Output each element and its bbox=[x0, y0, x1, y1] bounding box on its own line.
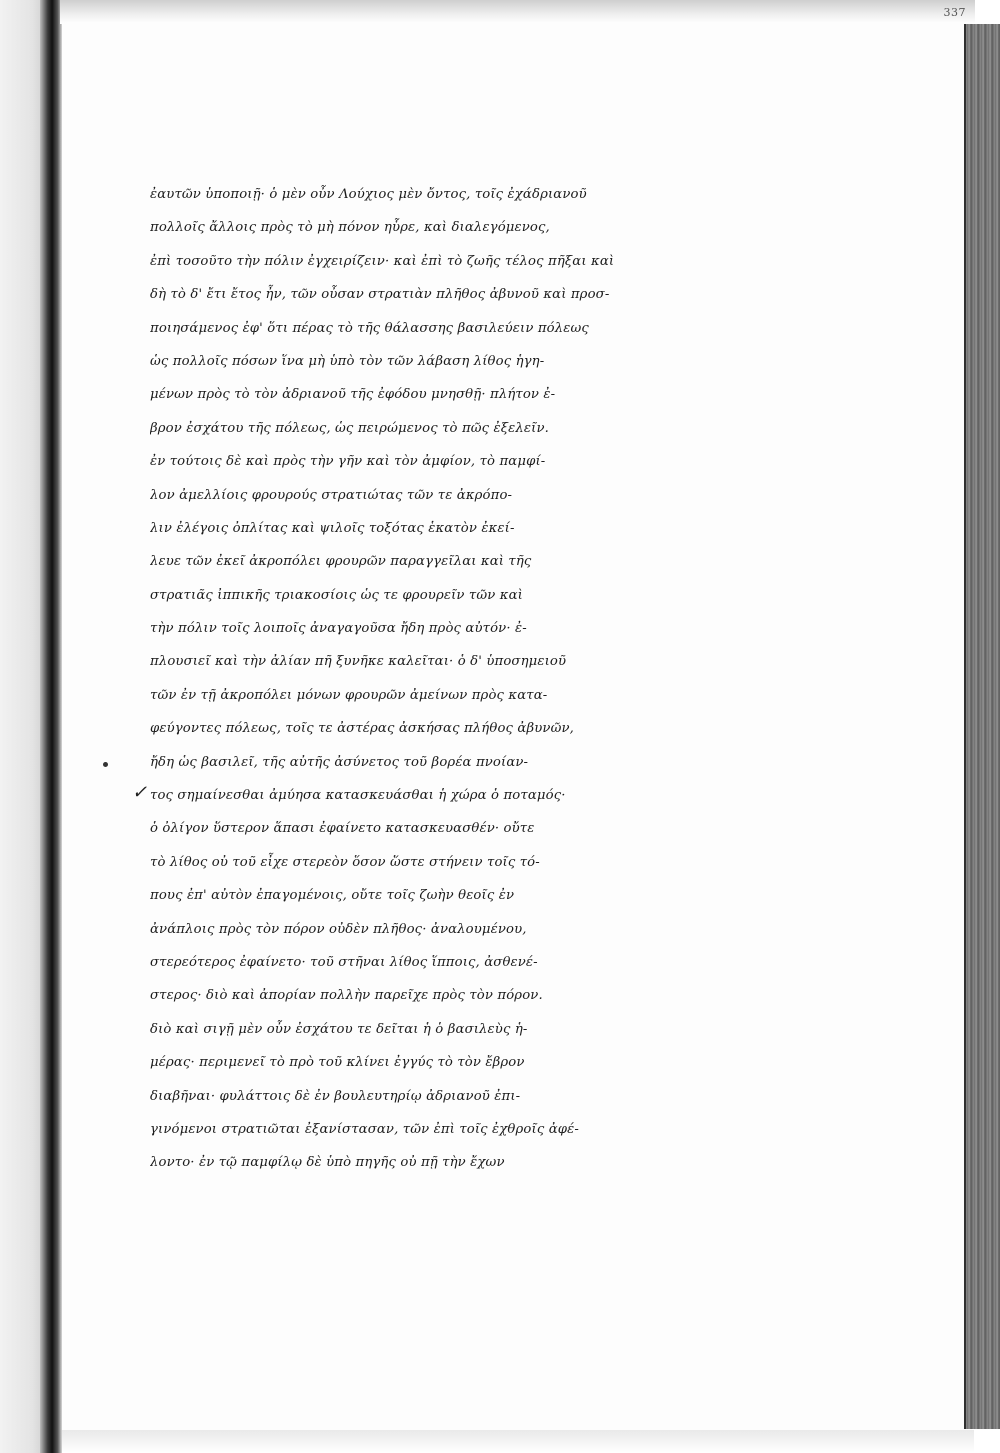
marginal-paragraph-mark: ✓ bbox=[132, 782, 148, 803]
manuscript-line: τῶν ἐν τῇ ἀκροπόλει μόνων φρουρῶν ἀμείνων πρὸς κατα- bbox=[150, 687, 548, 703]
manuscript-line: ἐπὶ τοσοῦτο τὴν πόλιν ἐγχειρίζειν· καὶ ἐπὶ τὸ ζωῆς τέλος πῆξαι καὶ bbox=[150, 253, 615, 269]
marginal-dot bbox=[103, 762, 108, 767]
manuscript-line: λευε τῶν ἐκεῖ ἀκροπόλει φρουρῶν παραγγεῖλαι καὶ τῆς bbox=[150, 554, 532, 570]
manuscript-line: φεύγοντες πόλεως, τοῖς τε ἀστέρας ἀσκήσας πλήθος ἀβυνῶν, bbox=[150, 721, 574, 737]
manuscript-line: μέρας· περιμενεῖ τὸ πρὸ τοῦ κλίνει ἐγγύς τὸ τὸν ἔβρον bbox=[150, 1055, 525, 1071]
manuscript-line: τὴν πόλιν τοῖς λοιποῖς ἀναγαγοῦσα ἤδη πρὸς αὐτόν· ἐ- bbox=[150, 621, 527, 637]
manuscript-line: διαβῆναι· φυλάττοις δὲ ἐν βουλευτηρίῳ ἀδριανοῦ ἐπι- bbox=[150, 1088, 521, 1104]
manuscript-line: πλουσιεῖ καὶ τὴν ἀλίαν πῆ ξυνῆκε καλεῖται· ὁ δ' ὑποσημειοῦ bbox=[150, 654, 567, 670]
book-gutter bbox=[40, 0, 62, 1453]
manuscript-line: στρατιᾶς ἰππικῆς τριακοσίοις ὡς τε φρουρεῖν τῶν καὶ bbox=[150, 587, 523, 603]
manuscript-line: λοντο· ἐν τῷ παμφίλῳ δὲ ὑπὸ πηγῆς οὐ πῇ τὴν ἔχων bbox=[150, 1155, 505, 1171]
manuscript-line: ἐν τούτοις δὲ καὶ πρὸς τὴν γῆν καὶ τὸν ἀμφίον, τὸ παμφί- bbox=[150, 454, 546, 470]
manuscript-line: ὁ ὀλίγον ὕστερον ἅπασι ἐφαίνετο κατασκευασθέν· οὔτε bbox=[150, 821, 535, 837]
manuscript-text-block bbox=[150, 178, 670, 1180]
manuscript-line: πους ἐπ' αὐτὸν ἐπαγομένοις, οὔτε τοῖς ζωὴν θεοῖς ἐν bbox=[150, 888, 515, 904]
manuscript-line: τὸ λίθος οὐ τοῦ εἶχε στερεὸν ὅσον ὥστε στήνειν τοῖς τό- bbox=[150, 854, 540, 870]
book-fore-edge bbox=[966, 24, 1000, 1429]
manuscript-line: ἐαυτῶν ὑποποιῇ· ὁ μὲν οὖν Λούχιος μὲν ὄντος, τοῖς ἐχάδριανοῦ bbox=[150, 187, 587, 202]
manuscript-line: ἤδη ὡς βασιλεῖ, τῆς αὐτῆς ἀσύνετος τοῦ βορέα πνοίαν- bbox=[150, 754, 529, 770]
manuscript-line: μένων πρὸς τὸ τὸν ἀδριανοῦ τῆς ἐφόδου μνησθῇ· πλήτον ἐ- bbox=[150, 387, 556, 403]
manuscript-line: γινόμενοι στρατιῶται ἐξανίστασαν, τῶν ἐπὶ τοῖς ἐχθροῖς ἀφέ- bbox=[150, 1121, 579, 1137]
manuscript-line: λιν ἐλέγοις ὀπλίτας καὶ ψιλοῖς τοξότας ἑκατὸν ἐκεί- bbox=[150, 520, 515, 536]
manuscript-line: ἀνάπλοις πρὸς τὸν πόρον οὐδὲν πλῆθος· ἀναλουμένου, bbox=[150, 921, 527, 937]
manuscript-line: ὡς πολλοῖς πόσων ἵνα μὴ ὑπὸ τὸν τῶν λάβαση λίθος ἡγη- bbox=[150, 353, 545, 369]
top-page-shadow bbox=[60, 0, 975, 24]
manuscript-line: λον ἀμελλίοις φρουρούς στρατιώτας τῶν τε ἀκρόπο- bbox=[150, 487, 513, 503]
folio-number: 337 bbox=[943, 6, 966, 19]
manuscript-line: ποιησάμενος ἐφ' ὅτι πέρας τὸ τῆς θάλασσης βασιλεύειν πόλεως bbox=[150, 320, 589, 336]
manuscript-line: διὸ καὶ σιγῇ μὲν οὖν ἐσχάτου τε δεῖται ἡ ὁ βασιλεὺς ἡ- bbox=[150, 1021, 528, 1037]
manuscript-line: βρον ἐσχάτου τῆς πόλεως, ὡς πειρώμενος τὸ πῶς ἐξελεῖν. bbox=[150, 420, 549, 436]
manuscript-line: δὴ τὸ δ' ἔτι ἔτος ἦν, τῶν οὖσαν στρατιὰν πλῆθος ἀβυνοῦ καὶ προσ- bbox=[150, 287, 610, 303]
manuscript-line: στερος· διὸ καὶ ἀπορίαν πολλὴν παρεῖχε πρὸς τὸν πόρον. bbox=[150, 988, 543, 1004]
bottom-page-edge bbox=[62, 1430, 974, 1453]
manuscript-line: στερεότερος ἐφαίνετο· τοῦ στῆναι λίθος ἵπποις, ἀσθενέ- bbox=[150, 954, 538, 970]
manuscript-line: πολλοῖς ἄλλοις πρὸς τὸ μὴ πόνον ηὗρε, καὶ διαλεγόμενος, bbox=[150, 220, 550, 236]
manuscript-line: τος σημαίνεσθαι ἀμύησα κατασκευάσθαι ἡ χώρα ὁ ποταμός· bbox=[150, 788, 566, 804]
